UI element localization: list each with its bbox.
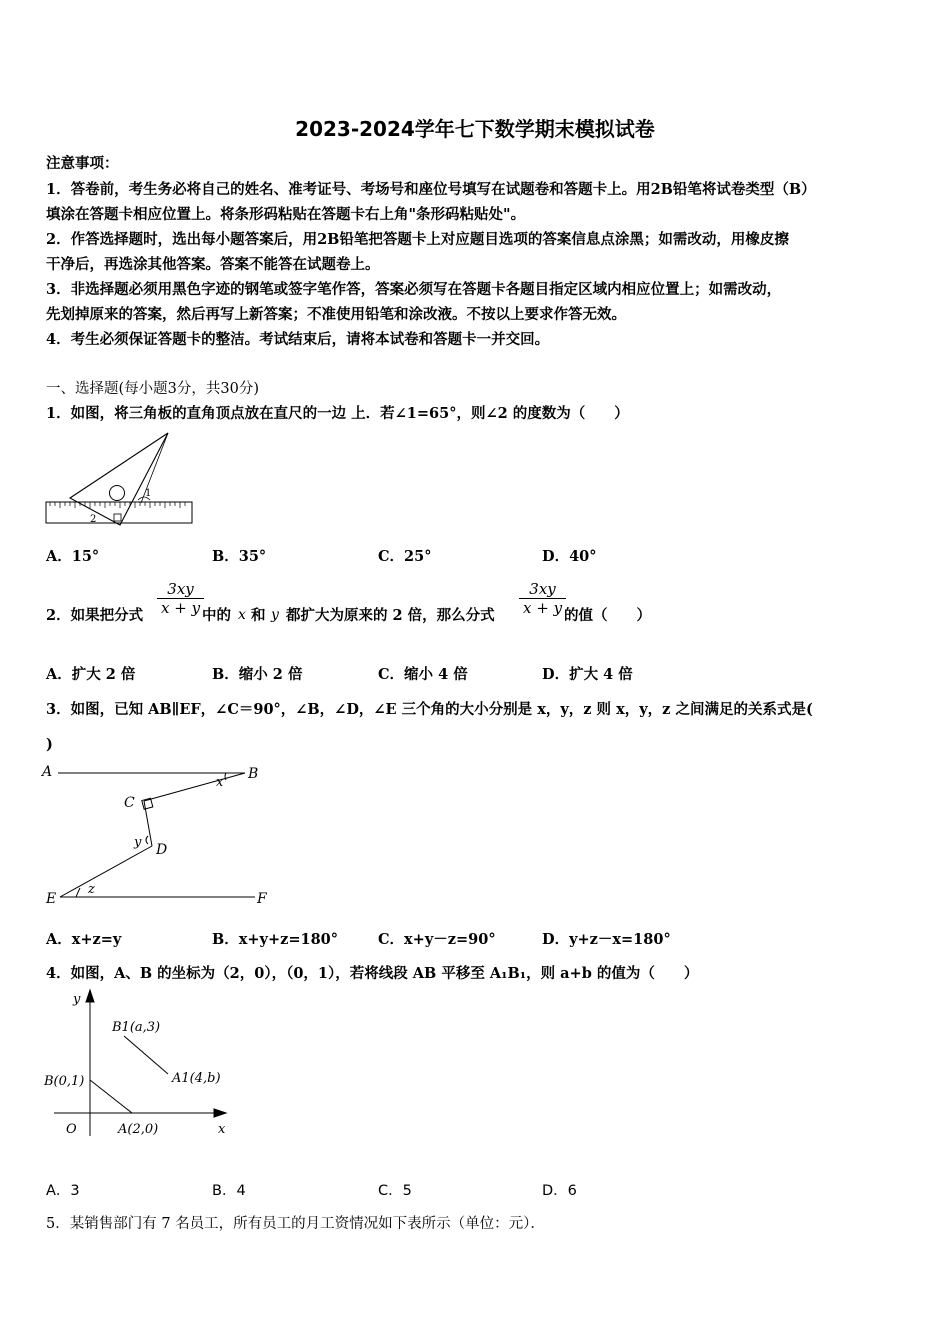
axis-x-label: x xyxy=(218,1122,226,1137)
variable-x: x xyxy=(238,607,246,623)
point-e-label: E xyxy=(46,891,57,907)
fraction xyxy=(519,580,566,617)
option-b[interactable]: B．35° xyxy=(212,548,267,565)
fraction-denominator: x + y xyxy=(523,599,563,617)
fraction-denominator: x + y xyxy=(161,599,201,617)
fraction xyxy=(157,580,204,617)
question-4-figure xyxy=(40,988,235,1140)
question-1-text: 1．如图，将三角板的直角顶点放在直尺的一边 上．若∠1=65°，则∠2 的度数为（ ） xyxy=(46,405,629,422)
question-2-text: 都扩大为原来的 2 倍，那么分式 xyxy=(286,607,495,624)
option-c[interactable]: C．5 xyxy=(378,1183,412,1199)
angle-x-label: x xyxy=(216,775,224,790)
option-d[interactable]: D．y+z－x=180° xyxy=(542,931,671,948)
option-c[interactable]: C．25° xyxy=(378,548,432,565)
option-c[interactable]: C．x+y－z=90° xyxy=(378,931,496,948)
option-c[interactable]: C．缩小 4 倍 xyxy=(378,666,468,683)
option-d[interactable]: D．扩大 4 倍 xyxy=(542,666,633,683)
question-2-text: 中的 xyxy=(202,607,231,624)
option-b[interactable]: B．x+y+z=180° xyxy=(212,931,339,948)
point-f-label: F xyxy=(257,891,267,907)
point-b1-label: B1(a,3) xyxy=(112,1020,161,1035)
angle-2-label: 2 xyxy=(90,514,97,525)
notice-line: 干净后，再选涂其他答案。答案不能答在试题卷上。 xyxy=(46,256,380,273)
notice-line: 先划掉原来的答案，然后再写上新答案；不准使用铅笔和涂改液。不按以上要求作答无效。 xyxy=(46,306,626,323)
angle-1-label: 1 xyxy=(145,488,152,499)
option-a[interactable]: A．3 xyxy=(46,1183,80,1199)
option-b[interactable]: B．4 xyxy=(212,1183,246,1199)
notice-heading: 注意事项： xyxy=(46,155,119,172)
question-2-text: 的值（ ） xyxy=(564,607,651,624)
notice-line: 4．考生必须保证答题卡的整洁。考试结束后，请将本试卷和答题卡一并交回。 xyxy=(46,331,550,348)
question-4-text: 4．如图，A、B 的坐标为（2，0），（0，1），若将线段 AB 平移至 A₁B₁，则 a+b 的值为（ ） xyxy=(46,965,699,982)
question-1-figure xyxy=(44,430,196,528)
notice-line: 填涂在答题卡相应位置上。将条形码粘贴在答题卡右上角"条形码粘贴处"。 xyxy=(46,206,526,223)
notice-line: 3．非选择题必须用黑色字迹的钢笔或签字笔作答，答案必须写在答题卡各题目指定区域内相应位置上；如需改动， xyxy=(46,281,782,298)
fraction-numerator: 3xy xyxy=(167,580,194,598)
option-b[interactable]: B．缩小 2 倍 xyxy=(212,666,303,683)
option-a[interactable]: A．15° xyxy=(46,548,100,565)
question-3-text: 3．如图，已知 AB∥EF，∠C＝90°，∠B，∠D，∠E 三个角的大小分别是 x，y，z 则 x，y，z 之间满足的关系式是( xyxy=(46,701,813,718)
point-b-label: B(0,1) xyxy=(44,1074,85,1089)
question-3-figure xyxy=(40,760,275,910)
origin-label: O xyxy=(66,1122,77,1137)
angle-y-label: y xyxy=(134,835,142,850)
variable-y: y xyxy=(271,607,279,623)
option-d[interactable]: D．40° xyxy=(542,548,597,565)
point-a-label: A xyxy=(42,764,53,780)
point-b-label: B xyxy=(248,766,259,782)
point-c-label: C xyxy=(124,795,135,811)
section-heading: 一、选择题(每小题3分，共30分) xyxy=(46,381,259,397)
option-d[interactable]: D．6 xyxy=(542,1183,577,1199)
option-a[interactable]: A．x+z=y xyxy=(46,931,122,948)
page-title: 2023-2024学年七下数学期末模拟试卷 xyxy=(295,117,655,141)
angle-z-label: z xyxy=(88,882,95,897)
option-a[interactable]: A．扩大 2 倍 xyxy=(46,666,136,683)
notice-line: 2．作答选择题时，选出每小题答案后，用2B铅笔把答题卡上对应题目选项的答案信息点涂黑；如需改动，用橡皮擦 xyxy=(46,231,789,248)
axis-y-label: y xyxy=(73,992,81,1007)
question-2-text: 和 xyxy=(251,607,266,624)
notice-line: 1．答卷前，考生务必将自己的姓名、准考证号、考场号和座位号填写在试题卷和答题卡上。用2B铅笔将试卷类型（B） xyxy=(46,181,816,198)
fraction-numerator: 3xy xyxy=(529,580,556,598)
point-d-label: D xyxy=(156,842,168,858)
question-3-text-end: ) xyxy=(46,736,53,753)
question-5-text: 5．某销售部门有 7 名员工，所有员工的月工资情况如下表所示（单位：元）． xyxy=(46,1216,545,1232)
question-2-prefix: 2．如果把分式 xyxy=(46,607,144,624)
point-a1-label: A1(4,b) xyxy=(172,1071,221,1086)
point-a-label: A(2,0) xyxy=(118,1122,159,1137)
